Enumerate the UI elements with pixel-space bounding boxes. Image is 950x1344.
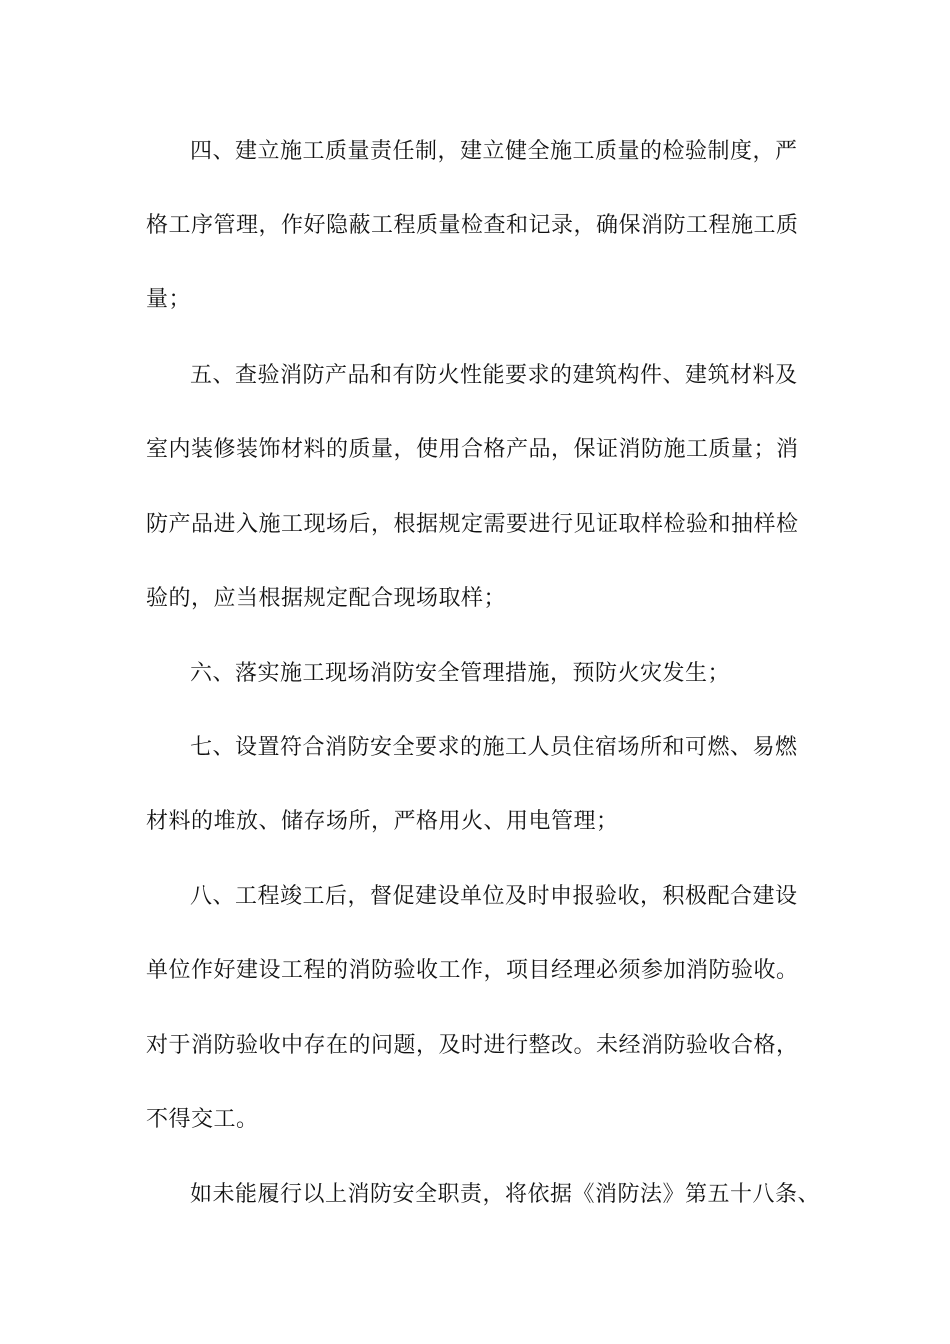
paragraph-5-line-3: 防产品进入施工现场后，根据规定需要进行见证取样检验和抽样检	[146, 512, 799, 537]
paragraph-4-line-1: 四、建立施工质量责任制，建立健全施工质量的检验制度，严	[190, 139, 798, 164]
paragraph-8-line-1: 八、工程竣工后，督促建设单位及时申报验收，积极配合建设	[190, 884, 798, 909]
paragraph-4-line-3: 量；	[146, 287, 192, 312]
paragraph-final-line-1: 如未能履行以上消防安全职责，将依据《消防法》第五十八条、	[190, 1182, 821, 1207]
paragraph-7-line-2: 材料的堆放、储存场所，严格用火、用电管理；	[146, 809, 619, 834]
paragraph-8-line-3: 对于消防验收中存在的问题，及时进行整改。未经消防验收合格，	[146, 1033, 799, 1058]
paragraph-7-line-1: 七、设置符合消防安全要求的施工人员住宿场所和可燃、易燃	[190, 735, 798, 760]
paragraph-8-line-2: 单位作好建设工程的消防验收工作，项目经理必须参加消防验收。	[146, 958, 799, 983]
paragraph-5-line-4: 验的，应当根据规定配合现场取样；	[146, 586, 507, 611]
paragraph-8-line-4: 不得交工。	[146, 1107, 259, 1132]
paragraph-5-line-1: 五、查验消防产品和有防火性能要求的建筑构件、建筑材料及	[190, 363, 798, 388]
paragraph-4-line-2: 格工序管理，作好隐蔽工程质量检查和记录，确保消防工程施工质	[146, 213, 799, 238]
paragraph-6-line-1: 六、落实施工现场消防安全管理措施，预防火灾发生；	[190, 661, 731, 686]
paragraph-5-line-2: 室内装修装饰材料的质量，使用合格产品，保证消防施工质量；消	[146, 437, 799, 462]
